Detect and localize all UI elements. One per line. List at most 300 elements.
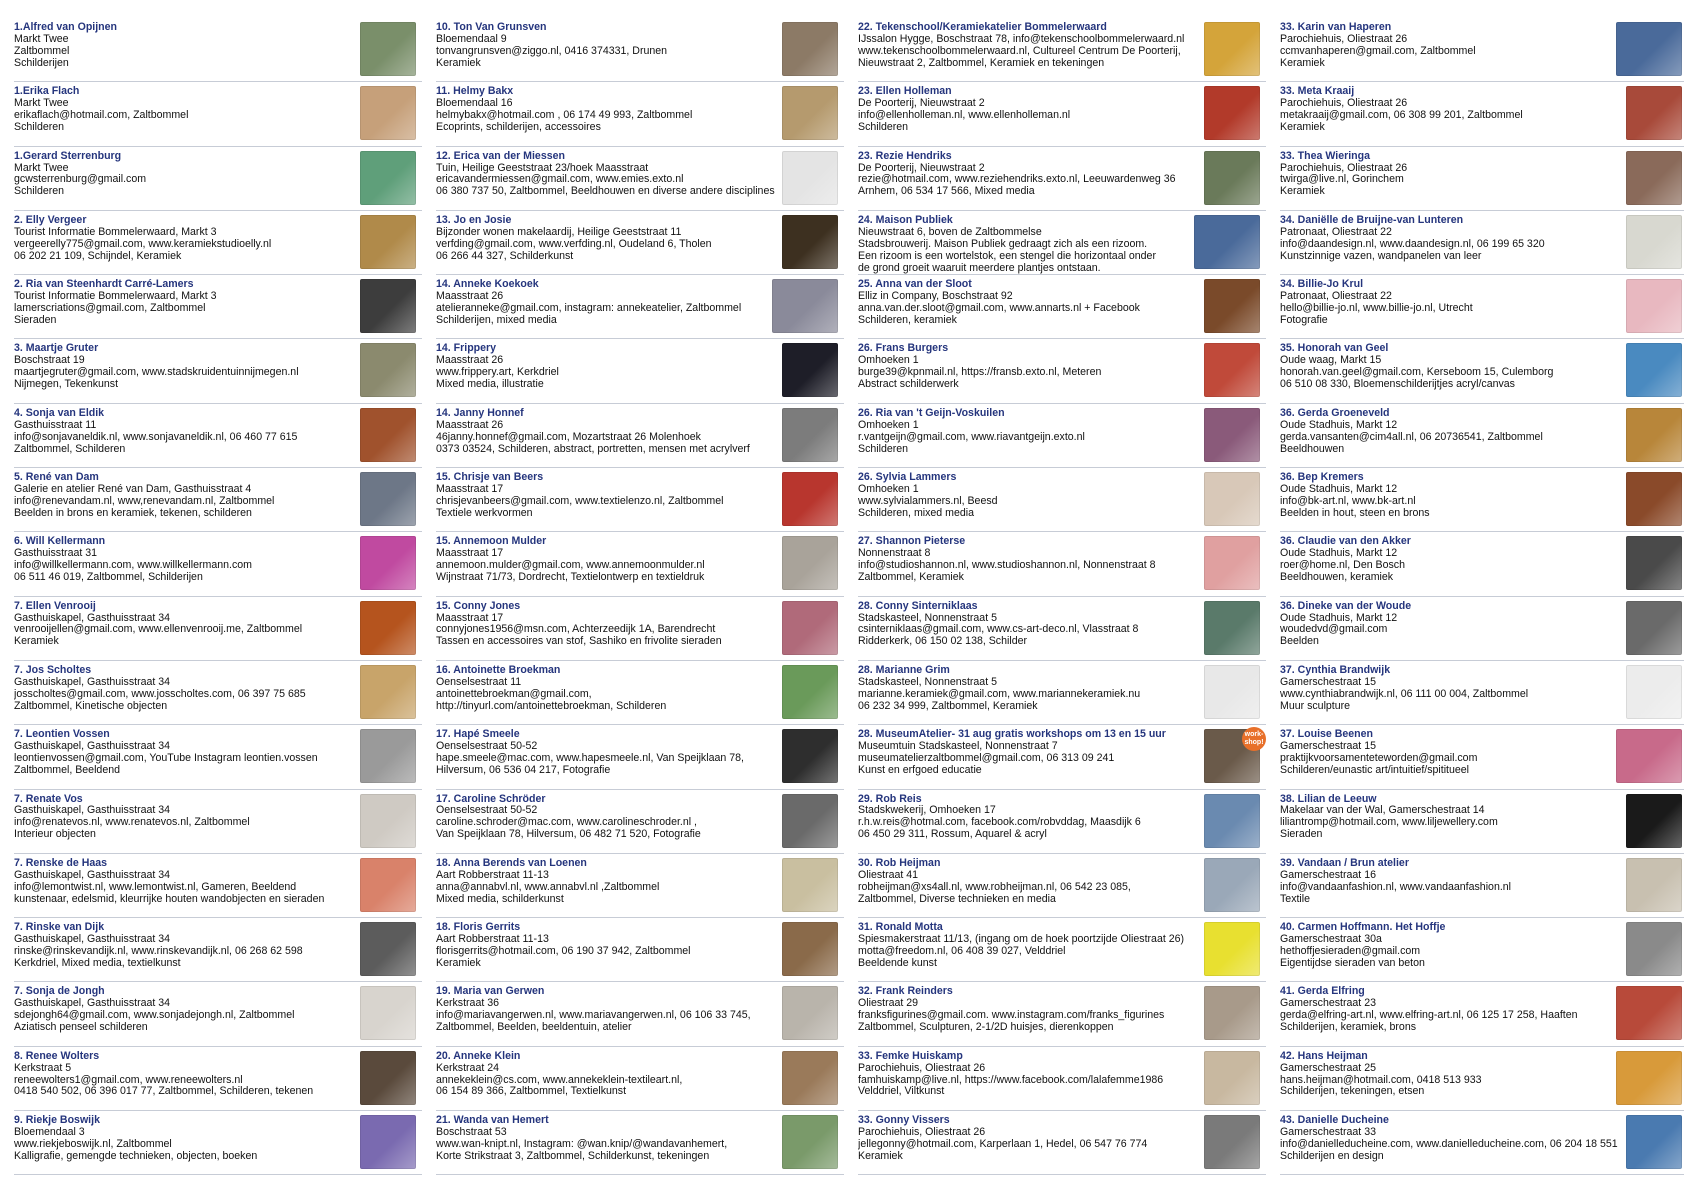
artist-entry	[1280, 468, 1684, 532]
artist-detail-line: marianne.keramiek@gmail.com, www.mariannekeramiek.nu	[858, 688, 1141, 700]
artist-detail-line: Kerkstraat 36	[436, 998, 500, 1010]
artist-name: 31. Ronald Motta	[858, 922, 943, 934]
artist-detail-line: Aart Robberstraat 11-13	[436, 869, 549, 881]
artist-entry	[436, 1111, 844, 1175]
artist-name: 2. Elly Vergeer	[14, 214, 87, 226]
artist-detail-line: info@mariavangerwen.nl, www.mariavangerwen.nl, 06 106 33 745,	[436, 1010, 751, 1022]
artist-entry	[14, 597, 422, 661]
artist-info	[858, 279, 1204, 327]
artist-detail-line: 46janny.honnef@gmail.com, Mozartstraat 26 Molenhoek	[436, 431, 701, 443]
artist-info	[858, 1115, 1204, 1163]
artwork-thumbnail	[360, 86, 416, 140]
artist-entry	[14, 790, 422, 854]
artwork-thumbnail	[1194, 215, 1260, 269]
artist-detail-line: 06 266 44 327, Schilderkunst	[436, 250, 574, 262]
artist-detail-line: Maasstraat 17	[436, 548, 504, 560]
artist-detail-line: leontienvossen@gmail.com, YouTube Instagram leontien.vossen	[14, 753, 318, 765]
artist-detail-line: Parochiehuis, Oliestraat 26	[1280, 33, 1408, 45]
artist-entry	[858, 468, 1266, 532]
artist-name: 17. Hapé Smeele	[436, 729, 520, 741]
artist-detail-line: Zaltbommel, Schilderen	[14, 443, 126, 455]
artist-detail-line: Schilderijen	[14, 57, 69, 69]
artist-detail-line: Keramiek	[14, 636, 59, 648]
artist-name: 7. Jos Scholtes	[14, 664, 92, 676]
artist-name: 26. Ria van 't Geijn-Voskuilen	[858, 407, 1005, 419]
artist-detail-line: Gasthuisstraat 11	[14, 419, 97, 431]
artist-detail-line: Gamerschestraat 23	[1280, 998, 1376, 1010]
artist-info	[436, 729, 782, 777]
artist-detail-line: 06 450 29 311, Rossum, Aquarel & acryl	[858, 829, 1047, 841]
artist-detail-line: Keramiek	[1280, 122, 1325, 134]
artist-entry	[436, 339, 844, 403]
artwork-thumbnail	[360, 151, 416, 205]
artist-detail-line: Ecoprints, schilderijen, accessoires	[436, 122, 601, 134]
artist-detail-line: Schilderen	[858, 443, 909, 455]
artwork-thumbnail	[782, 1115, 838, 1169]
artist-info	[14, 729, 360, 777]
artist-info	[14, 215, 360, 263]
artwork-thumbnail	[1626, 1115, 1682, 1169]
artist-entry	[858, 404, 1266, 468]
artist-detail-line: Gamerschestraat 16	[1280, 869, 1376, 881]
artist-detail-line: 06 380 737 50, Zaltbommel, Beeldhouwen en diverse andere disciplines	[436, 186, 775, 198]
artwork-thumbnail	[1204, 536, 1260, 590]
artist-name: 17. Caroline Schröder	[436, 793, 546, 805]
artist-info	[14, 536, 360, 584]
artwork-thumbnail	[782, 472, 838, 526]
artist-detail-line: ericavandermiessen@gmail.com, www.emies.exto.nl	[436, 174, 684, 186]
artist-entry	[858, 1047, 1266, 1111]
artist-info	[1280, 1115, 1626, 1163]
artwork-thumbnail	[1626, 665, 1682, 719]
artwork-thumbnail	[1626, 343, 1682, 397]
artist-detail-line: connyjones1956@msn.com, Achterzeedijk 1A, Barendrecht	[436, 624, 716, 636]
artist-detail-line: kunstenaar, edelsmid, kleurrijke houten wandobjecten en sieraden	[14, 893, 325, 905]
artist-info	[1280, 343, 1626, 391]
artwork-thumbnail	[1204, 151, 1260, 205]
artist-detail-line: Gamerschestraat 30a	[1280, 934, 1382, 946]
artist-detail-line: 06 232 34 999, Zaltbommel, Keramiek	[858, 700, 1038, 712]
artist-name: 1.Gerard Sterrenburg	[14, 150, 122, 162]
artwork-thumbnail	[1626, 858, 1682, 912]
artist-detail-line: info@willkellermann.com, www.willkellermann.com	[14, 560, 252, 572]
artist-name: 25. Anna van der Sloot	[858, 279, 972, 291]
artist-detail-line: De Poorterij, Nieuwstraat 2	[858, 98, 985, 110]
artist-entry	[858, 211, 1266, 275]
artist-info	[436, 86, 782, 134]
artist-name: 7. Renske de Haas	[14, 857, 108, 869]
artist-entry	[1280, 725, 1684, 789]
artist-name: 33. Gonny Vissers	[858, 1115, 950, 1127]
artwork-thumbnail	[360, 215, 416, 269]
artist-entry	[436, 404, 844, 468]
artwork-thumbnail	[782, 343, 838, 397]
artist-info	[1280, 794, 1626, 842]
artist-detail-line: Textiele werkvormen	[436, 507, 533, 519]
artwork-thumbnail	[782, 794, 838, 848]
artwork-thumbnail	[1204, 472, 1260, 526]
artist-detail-line: Aziatisch penseel schilderen	[14, 1022, 148, 1034]
artist-detail-line: Korte Strikstraat 3, Zaltbommel, Schilderkunst, tekeningen	[436, 1150, 710, 1162]
artist-detail-line: Maasstraat 26	[436, 419, 504, 431]
artist-entry	[1280, 82, 1684, 146]
artwork-thumbnail	[360, 986, 416, 1040]
artist-info	[858, 343, 1204, 391]
artist-entry	[436, 532, 844, 596]
artist-detail-line: Gasthuiskapel, Gasthuisstraat 34	[14, 869, 171, 881]
artist-detail-line: Maasstraat 26	[436, 355, 504, 367]
artist-info	[1280, 408, 1626, 456]
artwork-thumbnail	[360, 601, 416, 655]
workshop-badge: work-shop!	[1242, 727, 1266, 751]
artist-detail-line: Keramiek	[1280, 186, 1325, 198]
artist-info	[1280, 86, 1626, 134]
artwork-thumbnail	[360, 794, 416, 848]
artist-name: 15. Conny Jones	[436, 600, 521, 612]
artist-detail-line: Bloemendaal 16	[436, 98, 513, 110]
artist-entry	[436, 790, 844, 854]
artist-entry	[858, 147, 1266, 211]
artwork-thumbnail	[1204, 794, 1260, 848]
artist-detail-line: Stadskasteel, Nonnenstraat 5	[858, 612, 997, 624]
artist-name: 39. Vandaan / Brun atelier	[1280, 857, 1409, 869]
artist-info	[436, 279, 772, 327]
artist-info	[436, 794, 782, 842]
artist-entry	[1280, 532, 1684, 596]
artist-info	[1280, 601, 1626, 649]
artwork-thumbnail	[1204, 279, 1260, 333]
artwork-thumbnail	[360, 858, 416, 912]
artist-entry	[436, 18, 844, 82]
artist-name: 8. Renee Wolters	[14, 1050, 100, 1062]
artist-detail-line: Museumtuin Stadskasteel, Nonnenstraat 7	[858, 741, 1058, 753]
artist-entry	[1280, 1047, 1684, 1111]
artist-name: 11. Helmy Bakx	[436, 86, 514, 98]
artist-info	[14, 279, 360, 327]
artist-entry	[436, 1047, 844, 1111]
artist-detail-line: Velddriel, Viltkunst	[858, 1086, 945, 1098]
artwork-thumbnail	[1204, 986, 1260, 1040]
artist-detail-line: antoinettebroekman@gmail.com,	[436, 688, 592, 700]
artist-name: 7. Leontien Vossen	[14, 729, 110, 741]
artist-name: 20. Anneke Klein	[436, 1050, 521, 1062]
artist-detail-line: info@sonjavaneldik.nl, www.sonjavaneldik.nl, 06 460 77 615	[14, 431, 298, 443]
artist-entry	[436, 211, 844, 275]
artist-detail-line: praktijkvoorsamenteteworden@gmail.com	[1280, 753, 1478, 765]
artist-entry	[1280, 982, 1684, 1046]
artist-info	[436, 986, 782, 1034]
artist-detail-line: Gasthuiskapel, Gasthuisstraat 34	[14, 998, 171, 1010]
artwork-thumbnail	[360, 279, 416, 333]
artist-detail-line: Gamerschestraat 15	[1280, 741, 1376, 753]
artist-detail-line: Keramiek	[1280, 57, 1325, 69]
artwork-thumbnail	[782, 601, 838, 655]
artist-detail-line: Gasthuisstraat 31	[14, 548, 98, 560]
artist-detail-line: Gamerschestraat 15	[1280, 676, 1376, 688]
artist-entry	[14, 532, 422, 596]
artist-detail-line: Schilderijen, tekeningen, etsen	[1280, 1086, 1425, 1098]
artwork-thumbnail	[1616, 22, 1682, 76]
artist-name: 7. Renate Vos	[14, 793, 83, 805]
artist-detail-line: Zaltbommel, Beelden, beeldentuin, atelier	[436, 1022, 632, 1034]
artist-info	[14, 922, 360, 970]
artist-detail-line: Gasthuiskapel, Gasthuisstraat 34	[14, 934, 171, 946]
artist-name: 12. Erica van der Miessen	[436, 150, 565, 162]
artist-detail-line: ccmvanhaperen@gmail.com, Zaltbommel	[1280, 45, 1476, 57]
artist-detail-line: Mixed media, schilderkunst	[436, 893, 564, 905]
artist-detail-line: Tuin, Heilige Geeststraat 23/hoek Maasstraat	[436, 162, 649, 174]
artist-detail-line: Eigentijdse sieraden van beton	[1280, 957, 1425, 969]
artist-detail-line: Sieraden	[1280, 829, 1323, 841]
artist-name: 10. Ton Van Grunsven	[436, 22, 547, 33]
artwork-thumbnail	[782, 986, 838, 1040]
artwork-thumbnail	[360, 472, 416, 526]
artist-entry	[1280, 339, 1684, 403]
artist-name: 28. Conny Sinterniklaas	[858, 600, 978, 612]
artist-detail-line: Beelden in hout, steen en brons	[1280, 507, 1430, 519]
artist-detail-line: josscholtes@gmail.com, www.josscholtes.com, 06 397 75 685	[14, 688, 306, 700]
artist-name: 15. Annemoon Mulder	[436, 536, 547, 548]
artist-detail-line: honorah.van.geel@gmail.com, Kerseboom 15, Culemborg	[1280, 367, 1554, 379]
artist-name: 7. Sonja de Jongh	[14, 986, 105, 998]
artist-name: 41. Gerda Elfring	[1280, 986, 1365, 998]
artist-detail-line: Bijzonder wonen makelaardij, Heilige Geeststraat 11	[436, 226, 682, 238]
artwork-thumbnail	[1626, 922, 1682, 976]
artist-name: 18. Anna Berends van Loenen	[436, 857, 587, 869]
artist-info	[14, 472, 360, 520]
artist-detail-line: reneewolters1@gmail.com, www.reneewolters.nl	[14, 1074, 243, 1086]
artist-name: 7. Ellen Venrooij	[14, 600, 96, 612]
artist-entry	[14, 82, 422, 146]
artist-detail-line: Gasthuiskapel, Gasthuisstraat 34	[14, 805, 171, 817]
artist-name: 37. Cynthia Brandwijk	[1280, 664, 1391, 676]
artist-detail-line: museumatelierzaltbommel@gmail.com, 06 313 09 241	[858, 753, 1115, 765]
artist-info	[858, 22, 1204, 70]
artist-detail-line: lamerscriations@gmail.com, Zaltbommel	[14, 303, 206, 314]
artwork-thumbnail	[1204, 729, 1264, 783]
artist-detail-line: tonvangrunsven@ziggo.nl, 0416 374331, Drunen	[436, 45, 668, 57]
artist-detail-line: metakraaij@gmail.com, 06 308 99 201, Zaltbommel	[1280, 110, 1523, 122]
artist-detail-line: de grond groeit waaruit meerdere plantjes ontstaan.	[858, 262, 1101, 274]
artwork-thumbnail	[360, 1051, 416, 1105]
artist-detail-line: twirga@live.nl, Gorinchem	[1280, 174, 1404, 186]
artist-entry	[858, 597, 1266, 661]
artist-name: 42. Hans Heijman	[1280, 1050, 1368, 1062]
artist-detail-line: Markt Twee	[14, 33, 69, 45]
artist-name: 1.Alfred van Opijnen	[14, 22, 118, 33]
artist-info	[1280, 472, 1626, 520]
artist-entry	[14, 147, 422, 211]
artist-name: 1.Erika Flach	[14, 86, 80, 98]
artwork-thumbnail	[1616, 986, 1682, 1040]
artist-detail-line: Beeldhouwen, keramiek	[1280, 572, 1394, 584]
artwork-thumbnail	[1616, 1051, 1682, 1105]
artist-info	[858, 729, 1204, 777]
artist-detail-line: 0373 03524, Schilderen, abstract, portretten, mensen met acrylverf	[436, 443, 750, 455]
artist-detail-line: Zaltbommel, Beeldend	[14, 764, 120, 776]
artist-entry	[14, 918, 422, 982]
artist-detail-line: Galerie en atelier René van Dam, Gasthuisstraat 4	[14, 483, 252, 495]
artwork-thumbnail	[1626, 794, 1682, 848]
artist-detail-line: annemoon.mulder@gmail.com, www.annemoonmulder.nl	[436, 560, 705, 572]
artist-entry	[436, 854, 844, 918]
directory-column	[858, 18, 1266, 1191]
artist-info	[1280, 151, 1626, 199]
artist-name: 28. Marianne Grim	[858, 664, 950, 676]
artist-entry	[14, 982, 422, 1046]
artist-detail-line: Schilderen	[14, 186, 65, 198]
artist-detail-line: Beelden	[1280, 636, 1319, 648]
artist-detail-line: Omhoeken 1	[858, 483, 919, 495]
artist-name: 37. Louise Beenen	[1280, 729, 1374, 741]
artist-info	[858, 408, 1204, 456]
artist-info	[14, 22, 360, 70]
artwork-thumbnail	[1626, 536, 1682, 590]
artist-detail-line: 0418 540 502, 06 396 017 77, Zaltbommel, Schilderen, tekenen	[14, 1086, 314, 1098]
artist-entry	[1280, 854, 1684, 918]
artist-detail-line: Gasthuiskapel, Gasthuisstraat 34	[14, 741, 171, 753]
artist-detail-line: http://tinyurl.com/antoinettebroekman, Schilderen	[436, 700, 667, 712]
artist-detail-line: Kunst en erfgoed educatie	[858, 764, 982, 776]
artist-entry	[858, 82, 1266, 146]
artist-detail-line: Oude Stadhuis, Markt 12	[1280, 548, 1398, 560]
artwork-thumbnail	[782, 922, 838, 976]
artist-info	[858, 536, 1204, 584]
artwork-thumbnail	[360, 922, 416, 976]
artist-info	[858, 472, 1204, 520]
artist-detail-line: hape.smeele@mac.com, www.hapesmeele.nl, Van Speijklaan 78,	[436, 753, 744, 765]
artwork-thumbnail	[1204, 601, 1260, 655]
artist-detail-line: atelieranneke@gmail.com, instagram: annekeatelier, Zaltbommel	[436, 303, 742, 314]
artist-name: 33. Meta Kraaij	[1280, 86, 1355, 98]
artwork-thumbnail	[1204, 1115, 1260, 1169]
artist-detail-line: Schilderen	[14, 122, 65, 134]
artist-name: 6. Will Kellermann	[14, 536, 106, 548]
artist-detail-line: venrooijellen@gmail.com, www.ellenvenrooij.me, Zaltbommel	[14, 624, 303, 636]
artist-detail-line: Oude Stadhuis, Markt 12	[1280, 419, 1398, 431]
artist-detail-line: Beelden in brons en keramiek, tekenen, schilderen	[14, 507, 252, 519]
artist-detail-line: Hilversum, 06 536 04 217, Fotografie	[436, 764, 611, 776]
artist-detail-line: info@danielleducheine.com, www.danielleducheine.com, 06 204 18 551	[1280, 1138, 1618, 1150]
artist-name: 38. Lilian de Leeuw	[1280, 793, 1377, 805]
artist-entry	[436, 82, 844, 146]
artist-info	[14, 986, 360, 1034]
artist-name: 21. Wanda van Hemert	[436, 1115, 549, 1127]
artwork-thumbnail	[782, 536, 838, 590]
artist-detail-line: Omhoeken 1	[858, 419, 919, 431]
artist-entry	[14, 725, 422, 789]
artist-name: 16. Antoinette Broekman	[436, 664, 561, 676]
artist-entry	[436, 275, 844, 339]
artist-info	[1280, 279, 1626, 327]
artwork-thumbnail	[360, 408, 416, 462]
artist-detail-line: Fotografie	[1280, 314, 1328, 326]
artist-info	[436, 215, 782, 263]
artist-detail-line: Keramiek	[436, 57, 481, 69]
artist-detail-line: Tourist Informatie Bommelerwaard, Markt 3	[14, 226, 217, 238]
artist-detail-line: Makelaar van der Wal, Gamerschestraat 14	[1280, 805, 1485, 817]
artist-detail-line: Keramiek	[858, 1150, 903, 1162]
artist-info	[1280, 1051, 1616, 1099]
artist-entry	[858, 18, 1266, 82]
artist-detail-line: info@renevandam.nl, www,renevandam.nl, Zaltbommel	[14, 495, 275, 507]
artist-detail-line: Wijnstraat 71/73, Dordrecht, Textielontwerp en textieldruk	[436, 572, 705, 584]
artist-detail-line: liliantromp@hotmail.com, www.liljewellery.com	[1280, 817, 1498, 829]
artist-entry	[14, 18, 422, 82]
artist-info	[858, 665, 1204, 713]
directory-column	[14, 18, 422, 1191]
artist-detail-line: Nieuwstraat 6, boven de Zaltbommelse	[858, 226, 1042, 238]
artist-name: 9. Riekje Boswijk	[14, 1115, 100, 1127]
artist-detail-line: Kerkstraat 5	[14, 1062, 72, 1074]
artist-entry	[14, 1047, 422, 1111]
artist-detail-line: Gasthuiskapel, Gasthuisstraat 34	[14, 612, 171, 624]
artist-detail-line: florisgerrits@hotmail.com, 06 190 37 942, Zaltbommel	[436, 945, 691, 957]
artist-entry	[858, 725, 1266, 789]
artist-detail-line: Kerkstraat 24	[436, 1062, 500, 1074]
artist-info	[1280, 215, 1626, 263]
artist-detail-line: woudedvd@gmail.com	[1280, 624, 1388, 636]
artist-entry	[436, 468, 844, 532]
artist-info	[436, 22, 782, 70]
artist-detail-line: Boschstraat 19	[14, 355, 85, 367]
artist-info	[1280, 986, 1616, 1034]
artist-detail-line: 06 202 21 109, Schijndel, Keramiek	[14, 250, 182, 262]
artist-detail-line: motta@freedom.nl, 06 408 39 027, Velddriel	[858, 945, 1066, 957]
artwork-thumbnail	[1204, 858, 1260, 912]
artist-name: 43. Danielle Ducheine	[1280, 1115, 1389, 1127]
artist-detail-line: burge39@kpnmail.nl, https://fransb.exto.nl, Meteren	[858, 367, 1102, 379]
artist-info	[436, 665, 782, 713]
artist-name: 13. Jo en Josie	[436, 214, 512, 226]
artist-detail-line: Schilderen, mixed media	[858, 507, 974, 519]
artist-detail-line: info@ellenholleman.nl, www.ellenholleman.nl	[858, 110, 1071, 122]
artist-entry	[858, 661, 1266, 725]
artist-detail-line: Beeldhouwen	[1280, 443, 1345, 455]
artist-entry	[14, 1111, 422, 1175]
artist-detail-line: sdejongh64@gmail.com, www.sonjadejongh.nl, Zaltbommel	[14, 1010, 295, 1022]
artist-detail-line: Textile	[1280, 893, 1311, 905]
artwork-thumbnail	[782, 858, 838, 912]
artwork-thumbnail	[1204, 922, 1260, 976]
artist-detail-line: anna@annabvl.nl, www.annabvl.nl ,Zaltbommel	[436, 881, 660, 893]
artist-info	[436, 1051, 782, 1099]
artist-detail-line: www.frippery.art, Kerkdriel	[436, 367, 559, 379]
artist-entry	[1280, 790, 1684, 854]
artist-info	[436, 472, 782, 520]
artist-detail-line: Schilderen, keramiek	[858, 314, 957, 326]
artist-info	[858, 215, 1194, 275]
artist-name: 36. Gerda Groeneveld	[1280, 407, 1390, 419]
artist-detail-line: Schilderijen, keramiek, brons	[1280, 1022, 1417, 1034]
artist-detail-line: www.riekjeboswijk.nl, Zaltbommel	[14, 1138, 172, 1150]
artist-info	[14, 408, 360, 456]
directory-column	[1280, 18, 1684, 1191]
artist-name: 14. Anneke Koekoek	[436, 279, 539, 291]
artist-detail-line: hethoffjesieraden@gmail.com	[1280, 945, 1421, 957]
artist-name: 18. Floris Gerrits	[436, 922, 521, 934]
artist-detail-line: Schilderen/eunastic art/intuitief/spititueel	[1280, 764, 1470, 776]
artist-detail-line: Nijmegen, Tekenkunst	[14, 379, 119, 391]
artist-detail-line: Kunstzinnige vazen, wandpanelen van leer	[1280, 250, 1482, 262]
artist-detail-line: Abstract schilderwerk	[858, 379, 959, 391]
artist-info	[436, 858, 782, 906]
artist-detail-line: Patronaat, Oliestraat 22	[1280, 291, 1392, 303]
artist-entry	[1280, 661, 1684, 725]
artist-info	[858, 151, 1204, 199]
directory-column	[436, 18, 844, 1191]
artist-entry	[858, 339, 1266, 403]
